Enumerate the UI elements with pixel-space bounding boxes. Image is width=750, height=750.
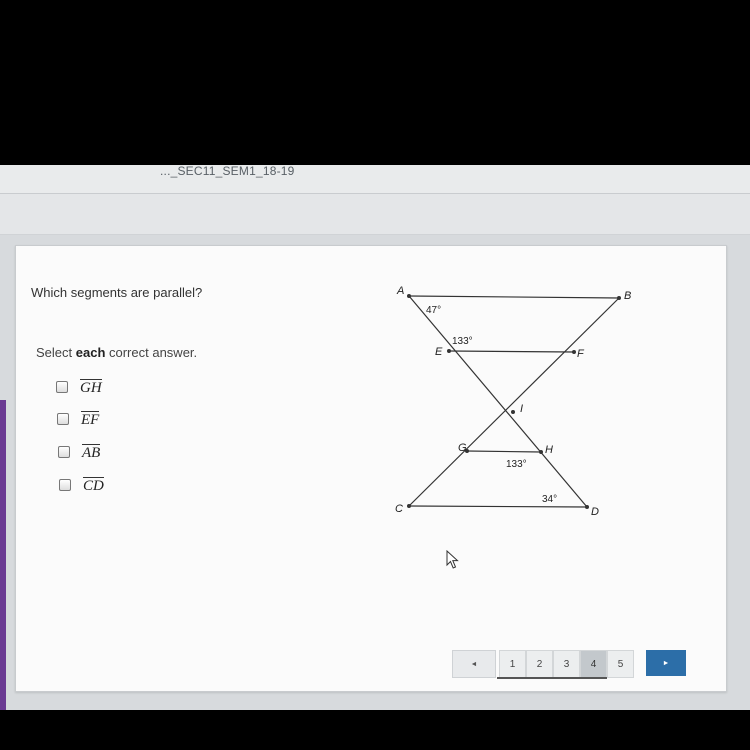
checkbox[interactable] <box>58 446 70 458</box>
bezel-bottom <box>0 710 750 750</box>
label-e: E <box>435 346 443 358</box>
point-c <box>407 504 411 508</box>
course-title: ..._SEC11_SEM1_18-19 <box>160 164 295 178</box>
question-pager <box>452 650 686 680</box>
segment-ad <box>409 296 587 507</box>
screen <box>0 165 750 710</box>
page-4-button[interactable]: 4 <box>580 650 607 678</box>
label-c: C <box>395 503 403 515</box>
label-f: F <box>577 348 584 360</box>
checkbox[interactable] <box>56 381 68 393</box>
label-a: A <box>397 286 405 297</box>
option-cd[interactable] <box>59 476 104 494</box>
point-a <box>407 294 411 298</box>
angle-h-label: 133° <box>506 459 527 470</box>
option-label: GH <box>80 380 102 396</box>
angle-d-label: 34° <box>542 494 558 505</box>
page-3-button[interactable]: 3 <box>553 650 580 678</box>
point-d <box>585 505 589 509</box>
angle-e-label: 133° <box>452 336 473 347</box>
checkbox[interactable] <box>57 413 69 425</box>
segment-bc <box>409 298 619 506</box>
segment-cd <box>409 506 587 507</box>
instruction-post: correct answer. <box>105 345 198 360</box>
next-question-button[interactable]: ► <box>646 650 686 676</box>
question-prompt: Which segments are parallel? <box>31 285 203 300</box>
geometry-diagram <box>391 286 631 521</box>
point-i <box>511 410 515 414</box>
subheader-bar <box>0 194 750 235</box>
label-g: G <box>458 442 467 454</box>
label-d: D <box>591 506 599 518</box>
segment-ab <box>409 296 619 298</box>
option-label: AB <box>82 445 101 461</box>
option-ab[interactable] <box>58 443 100 461</box>
point-h <box>539 450 543 454</box>
point-e <box>447 349 451 353</box>
previous-question-button[interactable]: ◄ <box>452 650 496 678</box>
question-card <box>15 245 727 692</box>
instruction-bold: each <box>75 345 106 360</box>
option-gh[interactable] <box>56 378 102 396</box>
label-h: H <box>545 444 553 456</box>
question-instruction <box>36 345 197 360</box>
option-label: EF <box>81 412 100 428</box>
course-header-bar <box>0 165 750 194</box>
instruction-pre: Select <box>36 345 76 360</box>
mouse-pointer-icon <box>446 550 460 570</box>
label-b: B <box>624 290 631 302</box>
page-1-button[interactable]: 1 <box>499 650 526 678</box>
point-f <box>572 350 576 354</box>
point-b <box>617 296 621 300</box>
checkbox[interactable] <box>59 479 71 491</box>
angle-a-label: 47° <box>426 305 442 316</box>
option-ef[interactable] <box>57 410 99 428</box>
page-5-button[interactable]: 5 <box>607 650 634 678</box>
segment-gh <box>467 451 541 452</box>
option-label: CD <box>83 478 104 494</box>
segment-ef <box>449 351 574 352</box>
window-edge <box>0 400 6 710</box>
progress-underline <box>497 677 607 679</box>
page-2-button[interactable]: 2 <box>526 650 553 678</box>
label-i: I <box>520 403 524 415</box>
